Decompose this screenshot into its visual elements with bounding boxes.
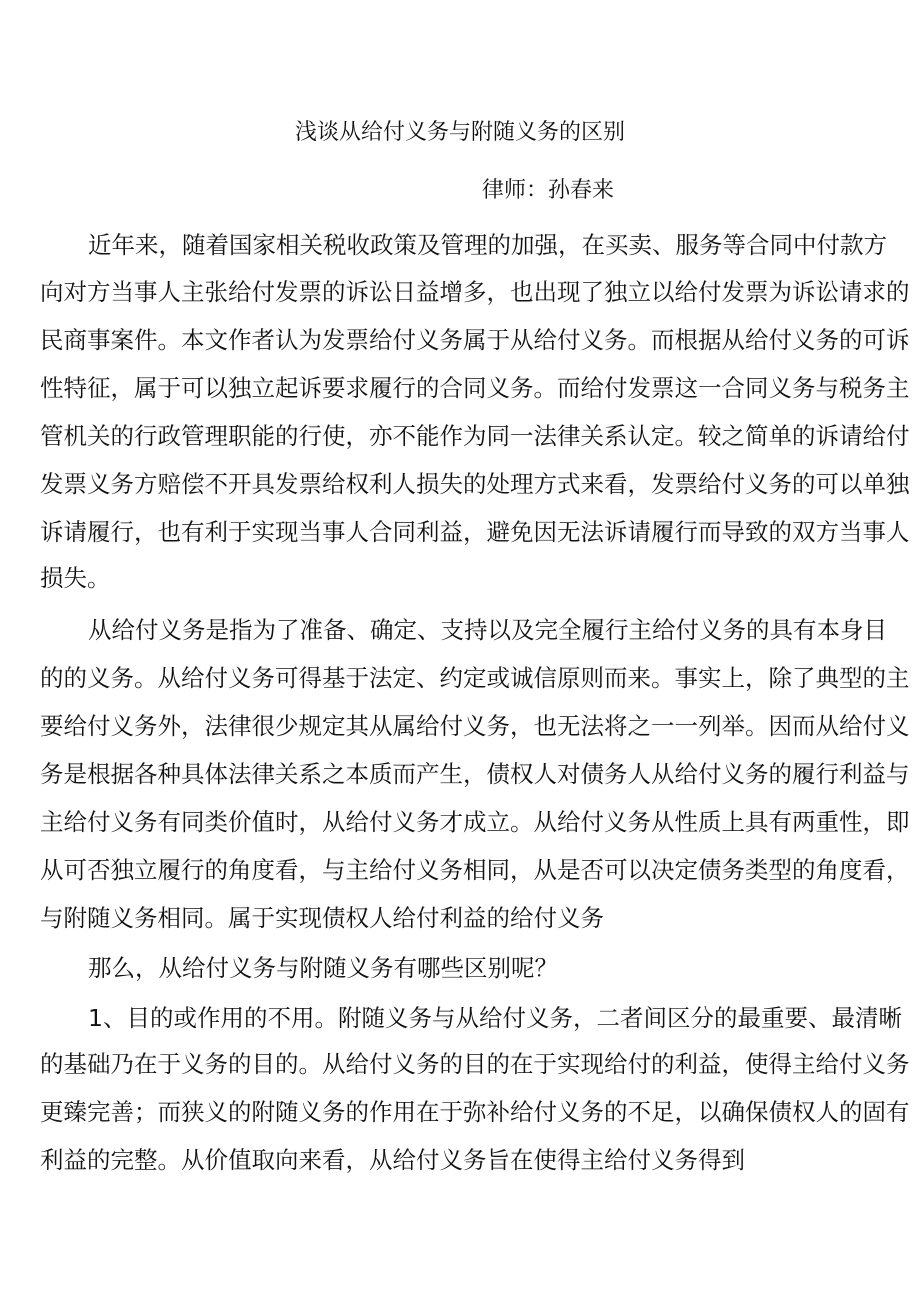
paragraph-2-line: 的的义务。从给付义务可得基于法定、约定或诚信原则而来。事实上，除了典型的主 [40, 664, 910, 692]
paragraph-2-line: 主给付义务有同类价值时，从给付义务才成立。从给付义务从性质上具有两重性，即 [40, 808, 910, 836]
paragraph-2-line: 从给付义务是指为了准备、确定、支持以及完全履行主给付义务的具有本身目 [88, 616, 887, 644]
paragraph-2-line: 务是根据各种具体法律关系之本质而产生，债权人对债务人从给付义务的履行利益与 [40, 760, 910, 788]
paragraph-1-line: 管机关的行政管理职能的行使，亦不能作为同一法律关系认定。较之简单的诉请给付 [40, 422, 910, 450]
paragraph-4-line: 更臻完善；而狭义的附随义务的作用在于弥补给付义务的不足，以确保债权人的固有 [40, 1098, 910, 1126]
author-line: 律师：孙春来 [482, 178, 615, 203]
paragraph-2-line: 从可否独立履行的角度看，与主给付义务相同，从是否可以决定债务类型的角度看， [40, 856, 910, 884]
paragraph-4-line: 1、目的或作用的不用。附随义务与从给付义务，二者间区分的最重要、最清晰 [88, 1004, 902, 1032]
paragraph-1-line: 向对方当事人主张给付发票的诉讼日益增多，也出现了独立以给付发票为诉讼请求的 [40, 278, 910, 306]
paragraph-1-line: 发票义务方赔偿不开具发票给权利人损失的处理方式来看，发票给付义务的可以单独 [40, 470, 910, 498]
paragraph-1-line: 民商事案件。本文作者认为发票给付义务属于从给付义务。而根据从给付义务的可诉 [40, 326, 910, 354]
paragraph-2-line: 与附随义务相同。属于实现债权人给付利益的给付义务 [40, 904, 604, 932]
paragraph-2-line: 要给付义务外，法律很少规定其从属给付义务，也无法将之一一列举。因而从给付义 [40, 712, 910, 740]
paragraph-4-line: 的基础乃在于义务的目的。从给付义务的目的在于实现给付的利益，使得主给付义务 [40, 1050, 910, 1078]
paragraph-4-line: 利益的完整。从价值取向来看，从给付义务旨在使得主给付义务得到 [40, 1146, 745, 1174]
paragraph-3-line: 那么，从给付义务与附随义务有哪些区别呢？ [88, 954, 558, 982]
paragraph-1-line: 损失。 [40, 564, 111, 592]
paragraph-1-line: 近年来，随着国家相关税收政策及管理的加强，在买卖、服务等合同中付款方 [88, 231, 887, 259]
document-title: 浅谈从给付义务与附随义务的区别 [294, 120, 625, 145]
paragraph-1-line: 性特征，属于可以独立起诉要求履行的合同义务。而给付发票这一合同义务与税务主 [40, 374, 910, 402]
paragraph-1-line: 诉请履行，也有利于实现当事人合同利益，避免因无法诉请履行而导致的双方当事人 [40, 518, 910, 546]
